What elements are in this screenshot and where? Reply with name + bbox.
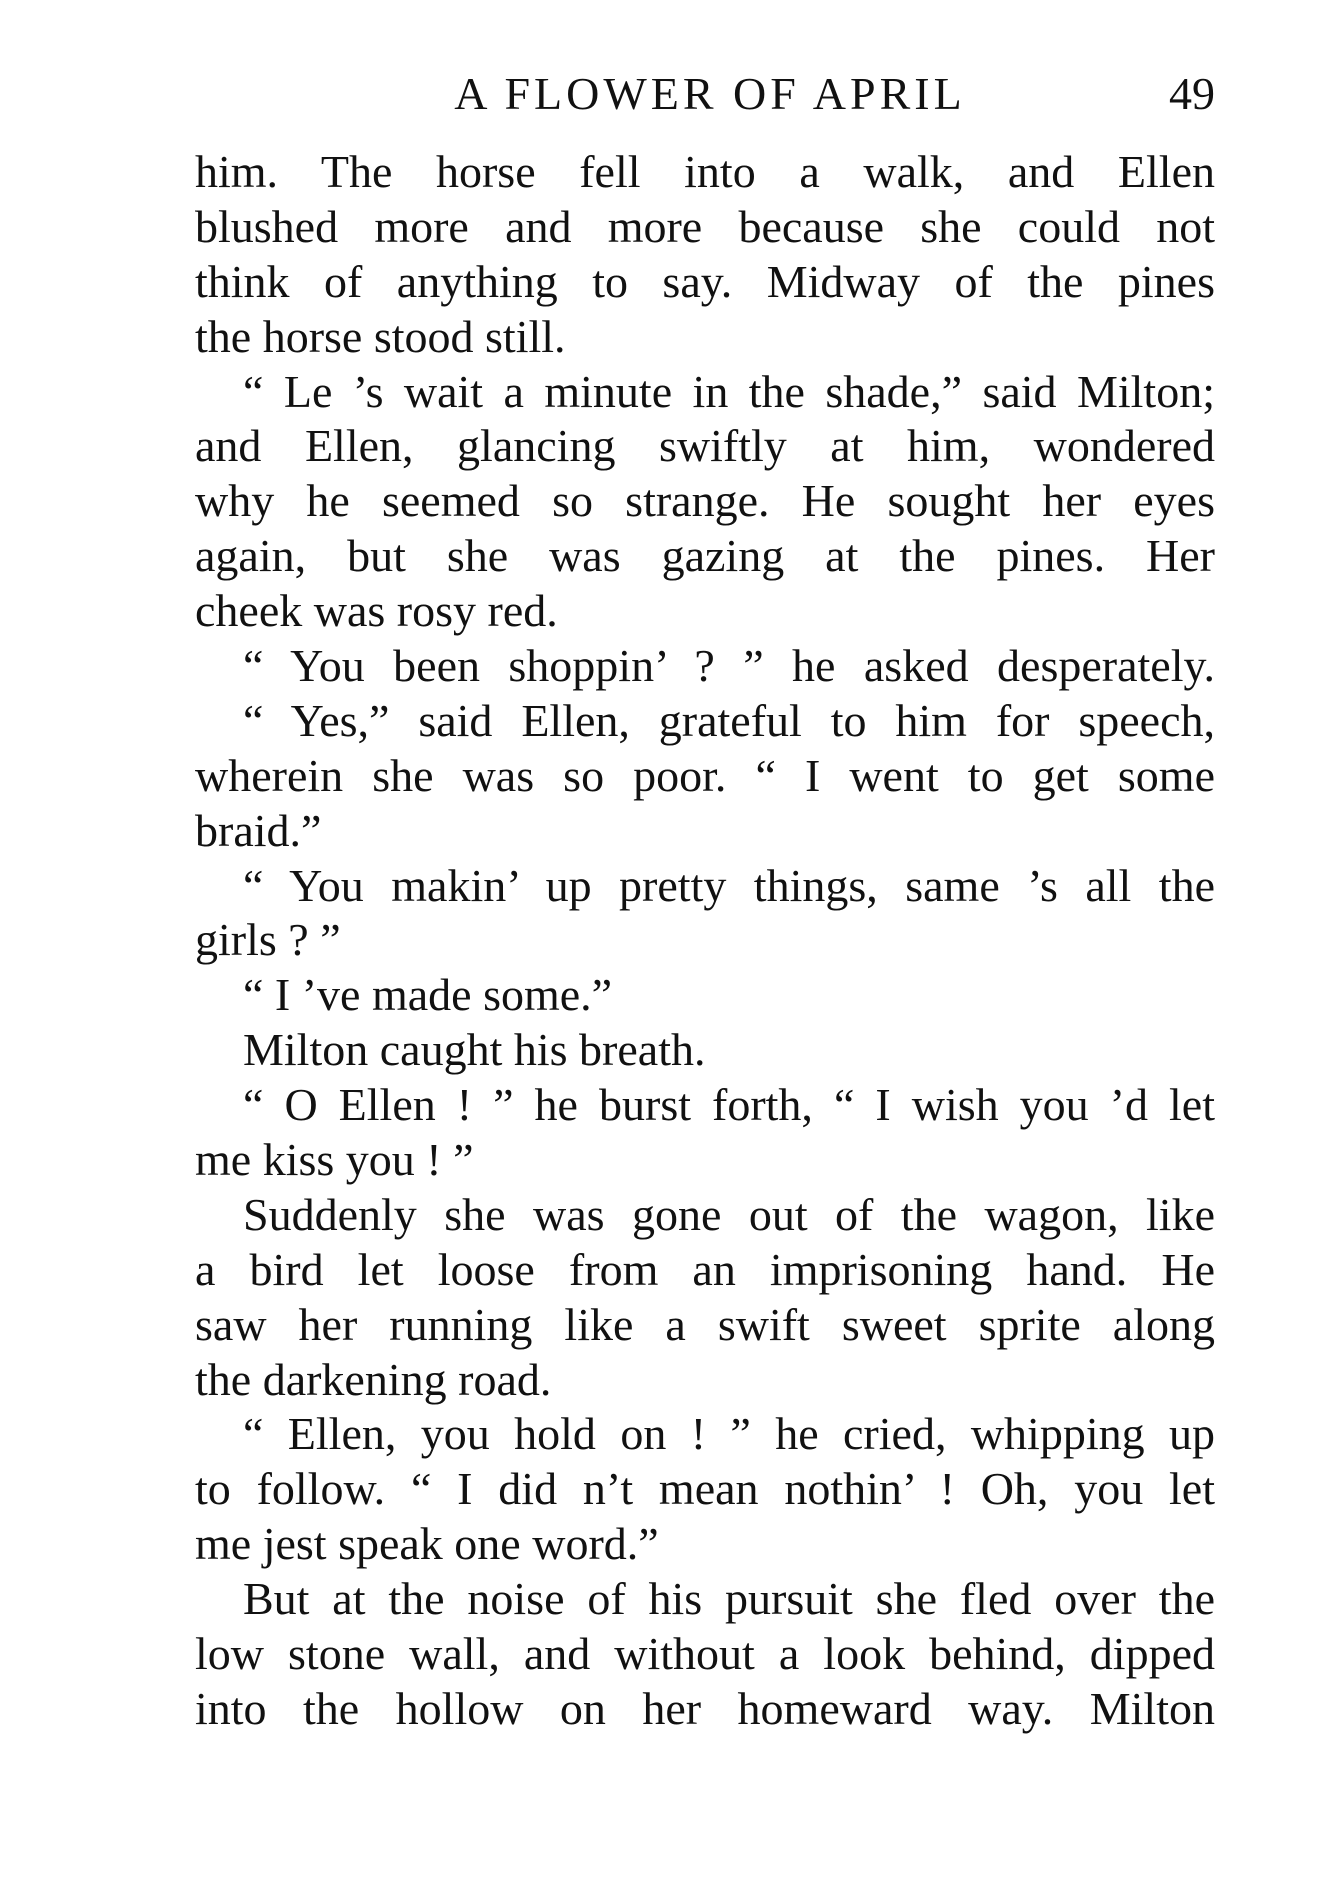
text-line: “ Le ’s wait a minute in the shade,” said Milton;	[243, 365, 1215, 417]
page-number: 49	[1169, 68, 1215, 119]
text-line: saw her running like a swift sweet sprite along	[195, 1298, 1215, 1350]
text-line: blushed more and more because she could not	[195, 200, 1215, 252]
text-line: But at the noise of his pursuit she fled over the	[243, 1573, 1215, 1625]
text-line: why he seemed so strange. He sought her eyes	[195, 475, 1215, 527]
text-line: low stone wall, and without a look behind, dipped	[195, 1628, 1215, 1680]
text-line: into the hollow on her homeward way. Milton	[195, 1682, 1215, 1734]
text-line: “ I ’ve made some.”	[243, 969, 613, 1021]
text-line: “ O Ellen ! ” he burst forth, “ I wish you ’d let	[243, 1079, 1215, 1131]
text-line: braid.”	[195, 804, 322, 856]
text-line: the horse stood still.	[195, 310, 566, 362]
text-line: again, but she was gazing at the pines. Her	[195, 530, 1215, 582]
text-line: me kiss you ! ”	[195, 1134, 474, 1186]
text-line: wherein she was so poor. “ I went to get some	[195, 749, 1215, 801]
text-line: girls ? ”	[195, 914, 341, 966]
text-line: “ Ellen, you hold on ! ” he cried, whipping up	[243, 1408, 1215, 1460]
text-line: “ You been shoppin’ ? ” he asked desperately.	[243, 640, 1215, 692]
text-line: a bird let loose from an imprisoning hand. He	[195, 1243, 1215, 1295]
running-head: A FLOWER OF APRIL	[454, 68, 966, 119]
text-line: to follow. “ I did n’t mean nothin’ ! Oh, you let	[195, 1463, 1215, 1515]
page-header	[195, 62, 1215, 126]
text-line: think of anything to say. Midway of the pines	[195, 255, 1215, 307]
text-line: cheek was rosy red.	[195, 585, 558, 637]
text-line: Milton caught his breath.	[243, 1024, 706, 1076]
text-line: Suddenly she was gone out of the wagon, like	[243, 1188, 1215, 1240]
body-text	[195, 145, 1215, 1737]
text-line: and Ellen, glancing swiftly at him, wondered	[195, 420, 1215, 472]
text-line: “ Yes,” said Ellen, grateful to him for speech,	[243, 694, 1215, 746]
text-line: “ You makin’ up pretty things, same ’s all the	[243, 859, 1215, 911]
text-line: him. The horse fell into a walk, and Ellen	[195, 146, 1215, 197]
text-line: the darkening road.	[195, 1353, 552, 1405]
text-line: me jest speak one word.”	[195, 1518, 659, 1570]
